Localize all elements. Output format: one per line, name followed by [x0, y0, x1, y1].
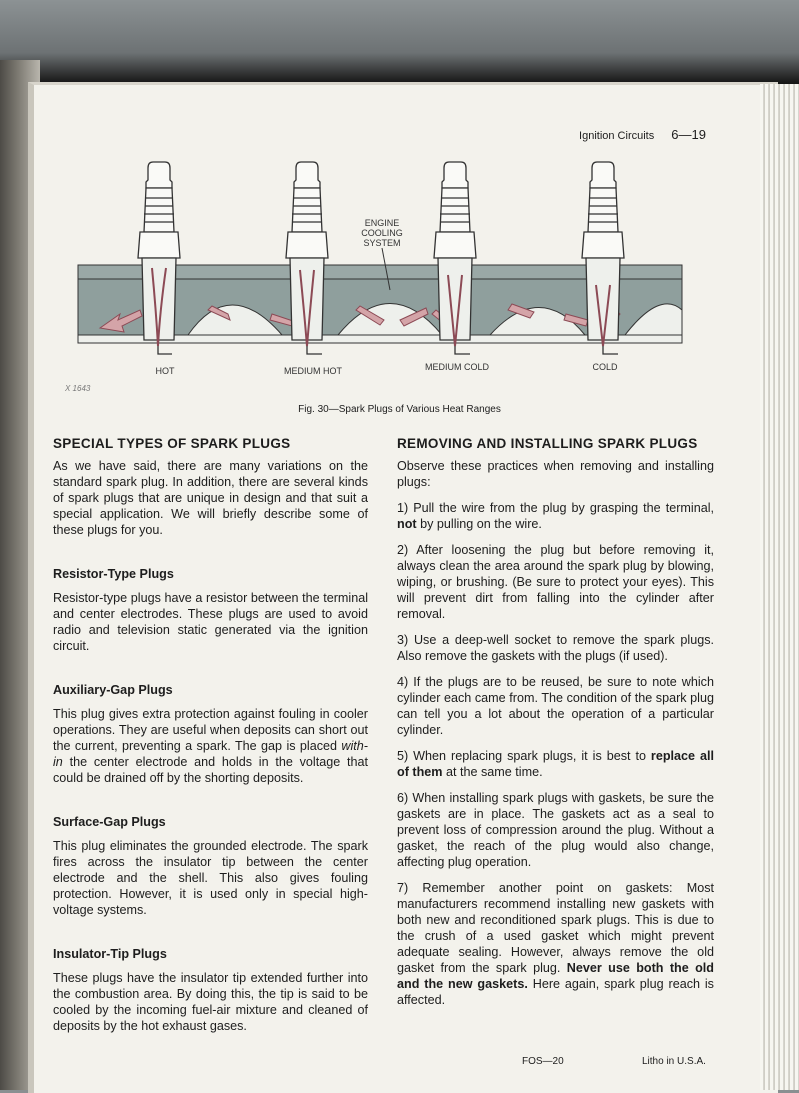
page-edges	[760, 84, 799, 1090]
left-section-title: SPECIAL TYPES OF SPARK PLUGS	[53, 436, 291, 451]
step-5: 5) When replacing spark plugs, it is best to replace all of them at the same time.	[397, 749, 714, 779]
right-intro: Observe these practices when removing and installing plugs:	[397, 459, 714, 489]
insulator-tip-heading: Insulator-Tip Plugs	[53, 947, 167, 961]
running-header	[579, 127, 706, 142]
figure-caption: Fig. 30—Spark Plugs of Various Heat Ranges	[298, 404, 501, 415]
surface-gap-heading: Surface-Gap Plugs	[53, 815, 166, 829]
spark-plug-medium-cold	[434, 162, 476, 354]
step-7: 7) Remember another point on gaskets: Most manufacturers recommend installing new gaskets with both new and reconditioned spark plugs. This is due to the crush of a used gasket which might prevent adequate sealing. However, always remove the old gasket from the spark plug. Never use both the old and the new gaskets. Here again, spark plug reach is affected.	[397, 881, 714, 1007]
aux-gap-text: This plug gives extra protection against fouling in cooler operations. They are useful when deposits can short out the current, preventing a spark. The gap is placed with-in the center electrode and holds in the voltage that could be drained off by the shorting deposits.	[53, 707, 368, 785]
step-1: 1) Pull the wire from the plug by grasping the terminal, not by pulling on the wire.	[397, 501, 714, 531]
label-medium-cold: MEDIUM COLD	[424, 362, 490, 372]
spark-plug-medium-hot	[286, 162, 328, 354]
right-column	[397, 436, 714, 1018]
step-4: 4) If the plugs are to be reused, be sure to note which cylinder each came from. The condition of the spark plug can tell you a lot about the operation of a particular cylinder.	[397, 675, 714, 737]
spark-plug-figure	[60, 150, 700, 410]
scan-background	[0, 0, 799, 88]
label-hot: HOT	[155, 366, 175, 376]
resistor-heading: Resistor-Type Plugs	[53, 567, 174, 581]
cooling-label-1: ENGINE	[364, 218, 400, 228]
right-section-title: REMOVING AND INSTALLING SPARK PLUGS	[397, 436, 698, 451]
left-intro: As we have said, there are many variations on the standard spark plug. In addition, there are several kinds of spark plugs that are unique in design and that suit a special application. We will briefly describe some of these plugs for you.	[53, 459, 368, 537]
surface-gap-text: This plug eliminates the grounded electrode. The spark fires across the insulator tip between the center electrode and the shell. This also gives fouling protection. However, it is used only in special high-voltage systems.	[53, 839, 368, 917]
insulator-tip-text: These plugs have the insulator tip extended further into the combustion area. By doing this, the tip is said to be cooled by the incoming fuel-air mixture and cleaned of deposits by the hot exhaust gases.	[53, 971, 368, 1033]
aux-gap-heading: Auxiliary-Gap Plugs	[53, 683, 173, 697]
figure-code: X 1643	[65, 384, 91, 393]
footer-code: FOS—20	[522, 1056, 564, 1067]
cooling-label-3: SYSTEM	[363, 238, 401, 248]
page-number: 6—19	[671, 127, 706, 142]
resistor-text: Resistor-type plugs have a resistor between the terminal and center electrodes. These plugs are used to avoid radio and television static generated via the ignition circuit.	[53, 591, 368, 653]
section-title: Ignition Circuits	[579, 130, 655, 142]
label-cold: COLD	[592, 362, 618, 372]
footer-litho: Litho in U.S.A.	[642, 1056, 706, 1067]
spark-plug-cold	[582, 162, 624, 354]
left-column	[53, 436, 368, 1044]
label-medium-hot: MEDIUM HOT	[284, 366, 342, 376]
spark-plug-hot	[138, 162, 180, 354]
cooling-label-2: COOLING	[361, 228, 403, 238]
step-6: 6) When installing spark plugs with gaskets, be sure the gaskets are in place. The gaskets act as a seal to prevent loss of compression around the plug. Without a gasket, the reach of the plug would also change, affecting plug operation.	[397, 791, 714, 869]
step-2: 2) After loosening the plug but before removing it, always clean the area around the spark plug by blowing, wiping, or brushing. (Be sure to protect your eyes). This will prevent dirt from falling into the cylinder after removal.	[397, 543, 714, 621]
step-3: 3) Use a deep-well socket to remove the spark plugs. Also remove the gaskets with the plugs (if used).	[397, 633, 714, 663]
